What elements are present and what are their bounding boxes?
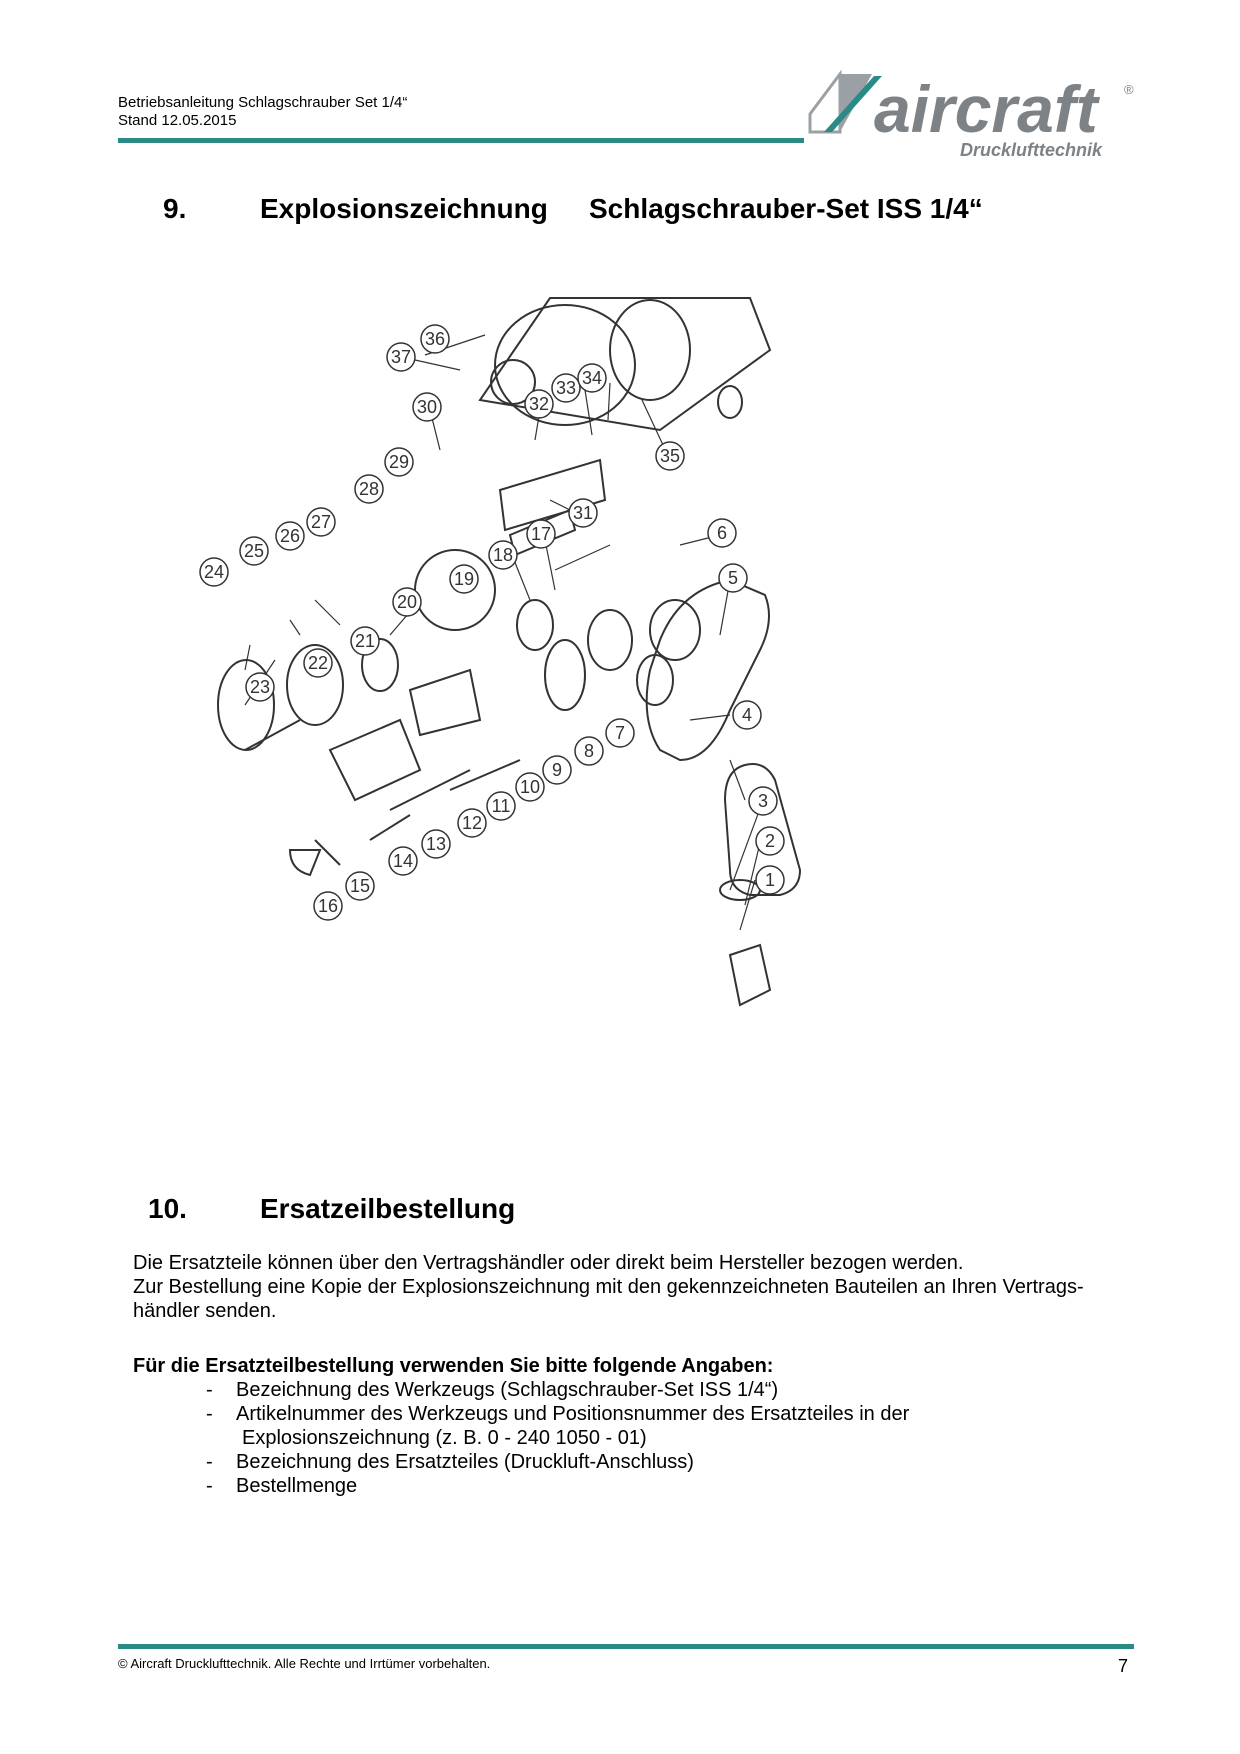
part-number-label: 9	[551, 760, 563, 780]
part-number-label: 36	[424, 329, 446, 349]
leader-lines	[245, 335, 765, 930]
section-10-number: 10.	[148, 1193, 187, 1224]
valve-parts	[245, 720, 520, 875]
list-dash: -	[206, 1475, 213, 1497]
part-number-label: 10	[519, 777, 541, 797]
part-number-label: 31	[572, 503, 594, 523]
part-number-label: 25	[243, 541, 265, 561]
list-item-text: Bezeichnung des Ersatzteiles (Druckluft-Anschluss)	[236, 1451, 694, 1473]
paragraph: Zur Bestellung eine Kopie der Explosionszeichnung mit den gekennzeichneten Bauteilen an Ihren Vertrags-	[133, 1276, 1084, 1298]
paragraph: händler senden.	[133, 1300, 277, 1322]
part-number-label: 20	[396, 592, 418, 612]
list-dash: -	[206, 1451, 213, 1473]
section-9-subtitle: Schlagschrauber-Set ISS 1/4“	[589, 193, 983, 224]
part-number-label: 11	[491, 796, 511, 816]
list-dash: -	[206, 1403, 213, 1425]
svg-text:Drucklufttechnik: Drucklufttechnik	[960, 140, 1103, 160]
list-item	[206, 1474, 909, 1498]
part-number-label: 7	[614, 723, 626, 743]
paragraph: Die Ersatzteile können über den Vertragshändler oder direkt beim Hersteller bezogen werden.	[133, 1252, 964, 1274]
aircraft-logo	[810, 74, 1136, 166]
section-9-title: Explosionszeichnung	[260, 193, 548, 224]
part-number-label: 23	[249, 677, 271, 697]
part-number-label: 37	[390, 347, 412, 367]
part-number-label: 2	[764, 831, 776, 851]
order-info-heading: Für die Ersatzteilbestellung verwenden Sie bitte folgende Angaben:	[133, 1355, 774, 1377]
order-info-list	[206, 1378, 909, 1498]
section-9-number: 9.	[163, 193, 187, 224]
part-number-label: 4	[741, 705, 753, 725]
list-item-continuation: Explosionszeichnung (z. B. 0 - 240 1050 - 01)	[242, 1427, 647, 1449]
list-item	[206, 1378, 909, 1402]
part-number-label: 21	[354, 631, 376, 651]
part-number-label: 18	[492, 545, 514, 565]
part-number-label: 12	[461, 813, 483, 833]
part-number-label: 30	[416, 397, 438, 417]
impact-housing	[480, 298, 770, 430]
svg-text:aircraft: aircraft	[874, 72, 1098, 146]
part-number-label: 33	[555, 378, 577, 398]
part-number-label: 6	[716, 523, 728, 543]
footer-copyright: © Aircraft Drucklufttechnik. Alle Rechte und Irrtümer vorbehalten.	[118, 1656, 491, 1671]
header-title: Betriebsanleitung Schlagschrauber Set 1/4“	[118, 94, 408, 111]
part-number-label: 5	[727, 568, 739, 588]
part-number-label: 13	[425, 834, 447, 854]
exploded-view-drawing	[203, 290, 860, 1060]
part-number-label: 8	[583, 741, 595, 761]
list-item	[206, 1450, 909, 1474]
page-number: 7	[1118, 1656, 1129, 1676]
handle-housing	[647, 580, 769, 760]
part-number-label: 16	[317, 896, 339, 916]
list-item	[206, 1402, 909, 1426]
part-number-label: 24	[203, 562, 225, 582]
part-number-label: 29	[388, 452, 410, 472]
part-number-label: 1	[764, 870, 776, 890]
part-number-label: 26	[279, 526, 301, 546]
part-number-label: 14	[392, 851, 414, 871]
document-header	[118, 94, 407, 130]
part-number-label: 19	[453, 569, 475, 589]
part-number-label: 35	[659, 446, 681, 466]
svg-text:®: ®	[1124, 82, 1134, 97]
part-number-label: 15	[349, 876, 371, 896]
footer-divider	[118, 1644, 1134, 1649]
header-divider	[118, 138, 804, 143]
section-10-title: Ersatzeilbestellung	[260, 1193, 516, 1224]
list-item-text: Bestellmenge	[236, 1475, 358, 1497]
part-number-label: 22	[307, 653, 329, 673]
part-number-label: 17	[530, 524, 552, 544]
list-dash: -	[206, 1379, 213, 1401]
list-item-text: Artikelnummer des Werkzeugs und Positionsnummer des Ersatzteiles in der	[236, 1403, 910, 1425]
list-item-text: Bezeichnung des Werkzeugs (Schlagschrauber-Set ISS 1/4“)	[236, 1379, 779, 1401]
section-10-body	[133, 1251, 1123, 1323]
part-number-label: 32	[528, 394, 550, 414]
part-number-label: 28	[358, 479, 380, 499]
rotor-parts	[218, 386, 770, 1005]
part-number-label: 34	[581, 368, 603, 388]
part-number-label: 3	[757, 791, 769, 811]
part-number-label: 27	[310, 512, 332, 532]
header-date: Stand 12.05.2015	[118, 112, 237, 129]
